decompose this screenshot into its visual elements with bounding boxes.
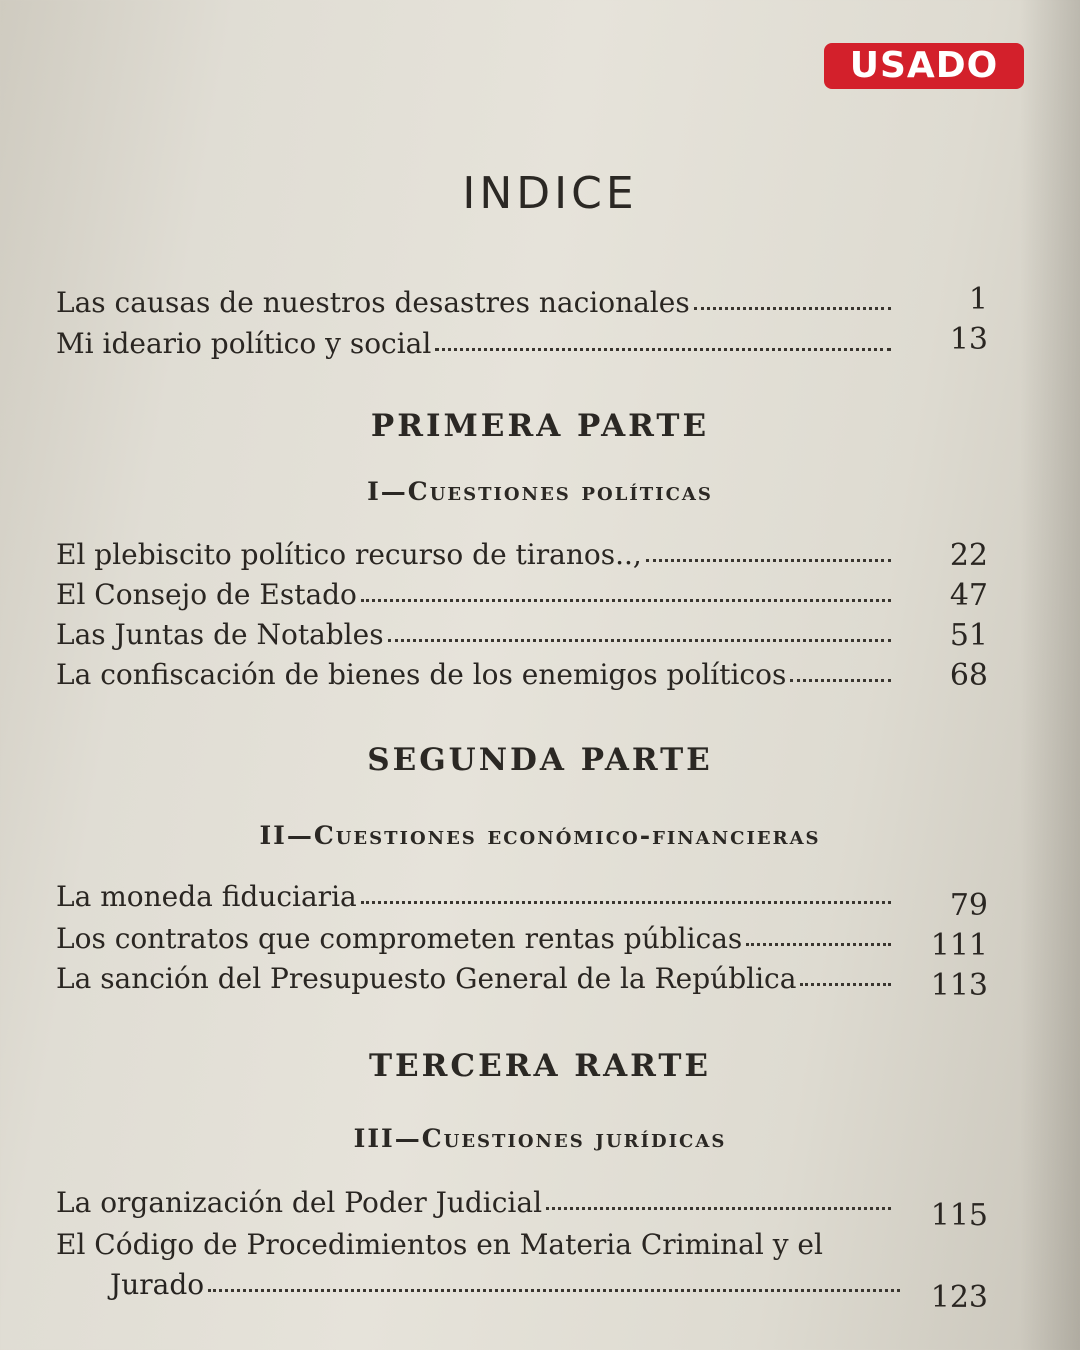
toc-entry	[56, 1186, 891, 1224]
toc-entry-text: La confiscación de bienes de los enemigos políticos	[56, 658, 787, 691]
toc-page-number: 123	[930, 1280, 988, 1315]
toc-entry-text: El Consejo de Estado	[56, 578, 357, 611]
toc-entry	[56, 538, 891, 576]
toc-entry	[56, 618, 891, 656]
toc-entry-text: El plebiscito político recurso de tiranos..,	[56, 538, 642, 571]
leader-dots	[361, 901, 891, 904]
toc-entry	[56, 880, 891, 918]
toc-entry-text: Las causas de nuestros desastres nacionales	[56, 286, 690, 319]
leader-dots	[790, 679, 891, 682]
used-badge: USADO	[824, 43, 1024, 89]
leader-dots	[208, 1289, 900, 1292]
toc-page-number: 1	[968, 282, 988, 317]
part-heading: SEGUNDA PARTE	[367, 742, 713, 778]
leader-dots	[646, 559, 891, 562]
page-title: INDICE	[462, 168, 638, 219]
toc-entry-text: Los contratos que comprometen rentas públicas	[56, 922, 743, 955]
part-heading: TERCERA RARTE	[368, 1048, 712, 1084]
toc-entry-text: Jurado	[110, 1268, 205, 1301]
toc-entry	[56, 327, 891, 365]
toc-entry-continuation	[110, 1268, 900, 1306]
toc-page-number: 79	[949, 888, 988, 923]
toc-entry	[56, 922, 891, 960]
section-heading: I—Cuestiones políticas	[367, 477, 713, 506]
leader-dots	[746, 943, 891, 946]
section-heading: III—Cuestiones jurídicas	[353, 1124, 727, 1153]
leader-dots	[435, 348, 891, 351]
toc-page-number: 22	[949, 538, 988, 573]
leader-dots	[800, 983, 891, 986]
toc-entry-text: Las Juntas de Notables	[56, 618, 384, 651]
toc-page-number: 47	[949, 578, 988, 613]
toc-entry-text: La sanción del Presupuesto General de la República	[56, 962, 797, 995]
toc-entry-text: El Código de Procedimientos en Materia Criminal y el	[56, 1228, 823, 1261]
toc-entry-text: La moneda fiduciaria	[56, 880, 357, 913]
section-heading: II—Cuestiones económico-financieras	[259, 821, 821, 850]
toc-entry	[56, 658, 891, 696]
toc-entry	[56, 962, 891, 1000]
toc-page-number: 111	[930, 928, 988, 963]
toc-page-number: 113	[930, 968, 988, 1003]
toc-entry	[56, 1228, 891, 1266]
toc-entry-text: La organización del Poder Judicial	[56, 1186, 543, 1219]
leader-dots	[361, 599, 891, 602]
part-heading: PRIMERA PARTE	[370, 408, 710, 444]
toc-page-number: 13	[949, 322, 988, 357]
toc-entry	[56, 578, 891, 616]
toc-entry-text: Mi ideario político y social	[56, 327, 432, 360]
toc-page-number: 115	[930, 1198, 988, 1233]
leader-dots	[388, 639, 891, 642]
toc-page-number: 51	[949, 618, 988, 653]
leader-dots	[694, 307, 891, 310]
toc-entry	[56, 286, 891, 324]
leader-dots	[546, 1207, 891, 1210]
toc-page-number: 68	[949, 658, 988, 693]
